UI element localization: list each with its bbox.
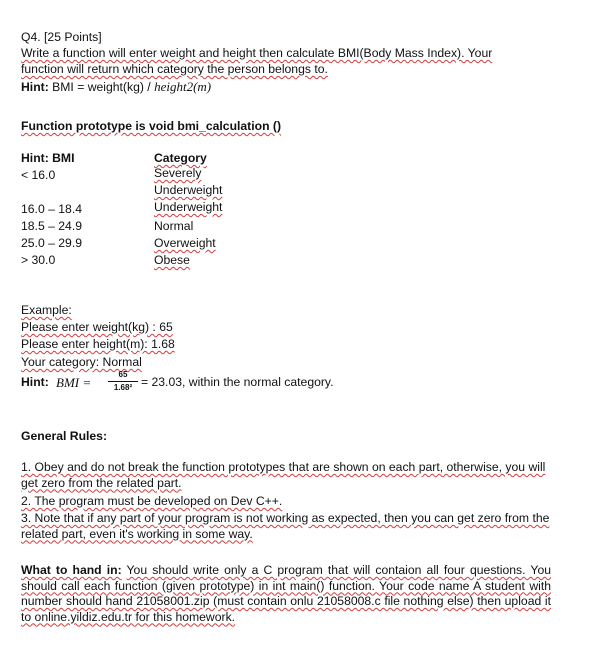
bmi-table-header-category: Category xyxy=(154,151,207,165)
rule-1: 1. Obey and do not break the function prototypes that are shown on each part, otherwise, you will get zero from the related part. xyxy=(21,460,546,490)
rule-2: 2. The program must be developed on Dev C++. xyxy=(21,494,283,508)
question-header: Q4. [25 Points] xyxy=(21,30,102,44)
example-hint-result: = 23.03, within the normal category. xyxy=(141,375,334,389)
bmi-category-cell: Underweight xyxy=(154,183,223,197)
hand-in-text: You should write only a C program that will contaion all four questions. You should call each function (given prototype) in int main() function. Your code name A student with number should hand 21058001.zip (must contain onlu 21058008.c file nothing else) then upload it to online.yildiz.edu.tr for this homework. xyxy=(21,563,551,624)
hand-in-paragraph xyxy=(21,563,551,625)
bmi-category-cell: Obese xyxy=(154,253,190,267)
example-hint-label: Hint: xyxy=(21,375,49,389)
intro-line-2: function will return which category the person belongs to. xyxy=(21,62,328,76)
bmi-range-cell: > 30.0 xyxy=(21,253,56,267)
example-category-prompt: Your category: Normal xyxy=(21,355,142,369)
example-weight-prompt: Please enter weight(kg) : 65 xyxy=(21,320,173,334)
hint-label: Hint: xyxy=(21,80,49,94)
hint-formula-math: height2(m) xyxy=(154,79,212,94)
bmi-category-cell: Normal xyxy=(154,219,194,233)
bmi-range-cell: 18.5 – 24.9 xyxy=(21,219,82,233)
hint-formula-text: BMI = weight(kg) / xyxy=(52,80,151,94)
fraction-numerator: 65 xyxy=(118,370,128,379)
function-prototype: Function prototype is void bmi_calculation () xyxy=(21,119,282,133)
bmi-category-cell: Severely xyxy=(154,166,202,180)
intro-line-1: Write a function will enter weight and height then calculate BMI(Body Mass Index). Your xyxy=(21,46,493,60)
bmi-category-cell: Overweight xyxy=(154,236,216,250)
bmi-range-cell: < 16.0 xyxy=(21,168,56,182)
example-height-prompt: Please enter height(m): 1.68 xyxy=(21,337,175,351)
example-title: Example: xyxy=(21,303,72,317)
bmi-range-cell: 16.0 – 18.4 xyxy=(21,202,82,216)
hand-in-label: What to hand in: xyxy=(21,563,122,577)
fraction-denominator: 1.68² xyxy=(113,383,133,392)
fraction-bar xyxy=(108,381,138,382)
bmi-category-cell: Underweight xyxy=(154,200,223,214)
hint-line xyxy=(21,79,211,95)
bmi-table-header-range: Hint: BMI xyxy=(21,151,75,165)
bmi-range-cell: 25.0 – 29.9 xyxy=(21,236,82,250)
rule-3: 3. Note that if any part of your program is not working as expected, then you can get zero from the related part, even it's working in some way. xyxy=(21,511,550,541)
general-rules-title: General Rules: xyxy=(21,429,108,443)
example-hint-math: BMI = xyxy=(56,375,92,390)
